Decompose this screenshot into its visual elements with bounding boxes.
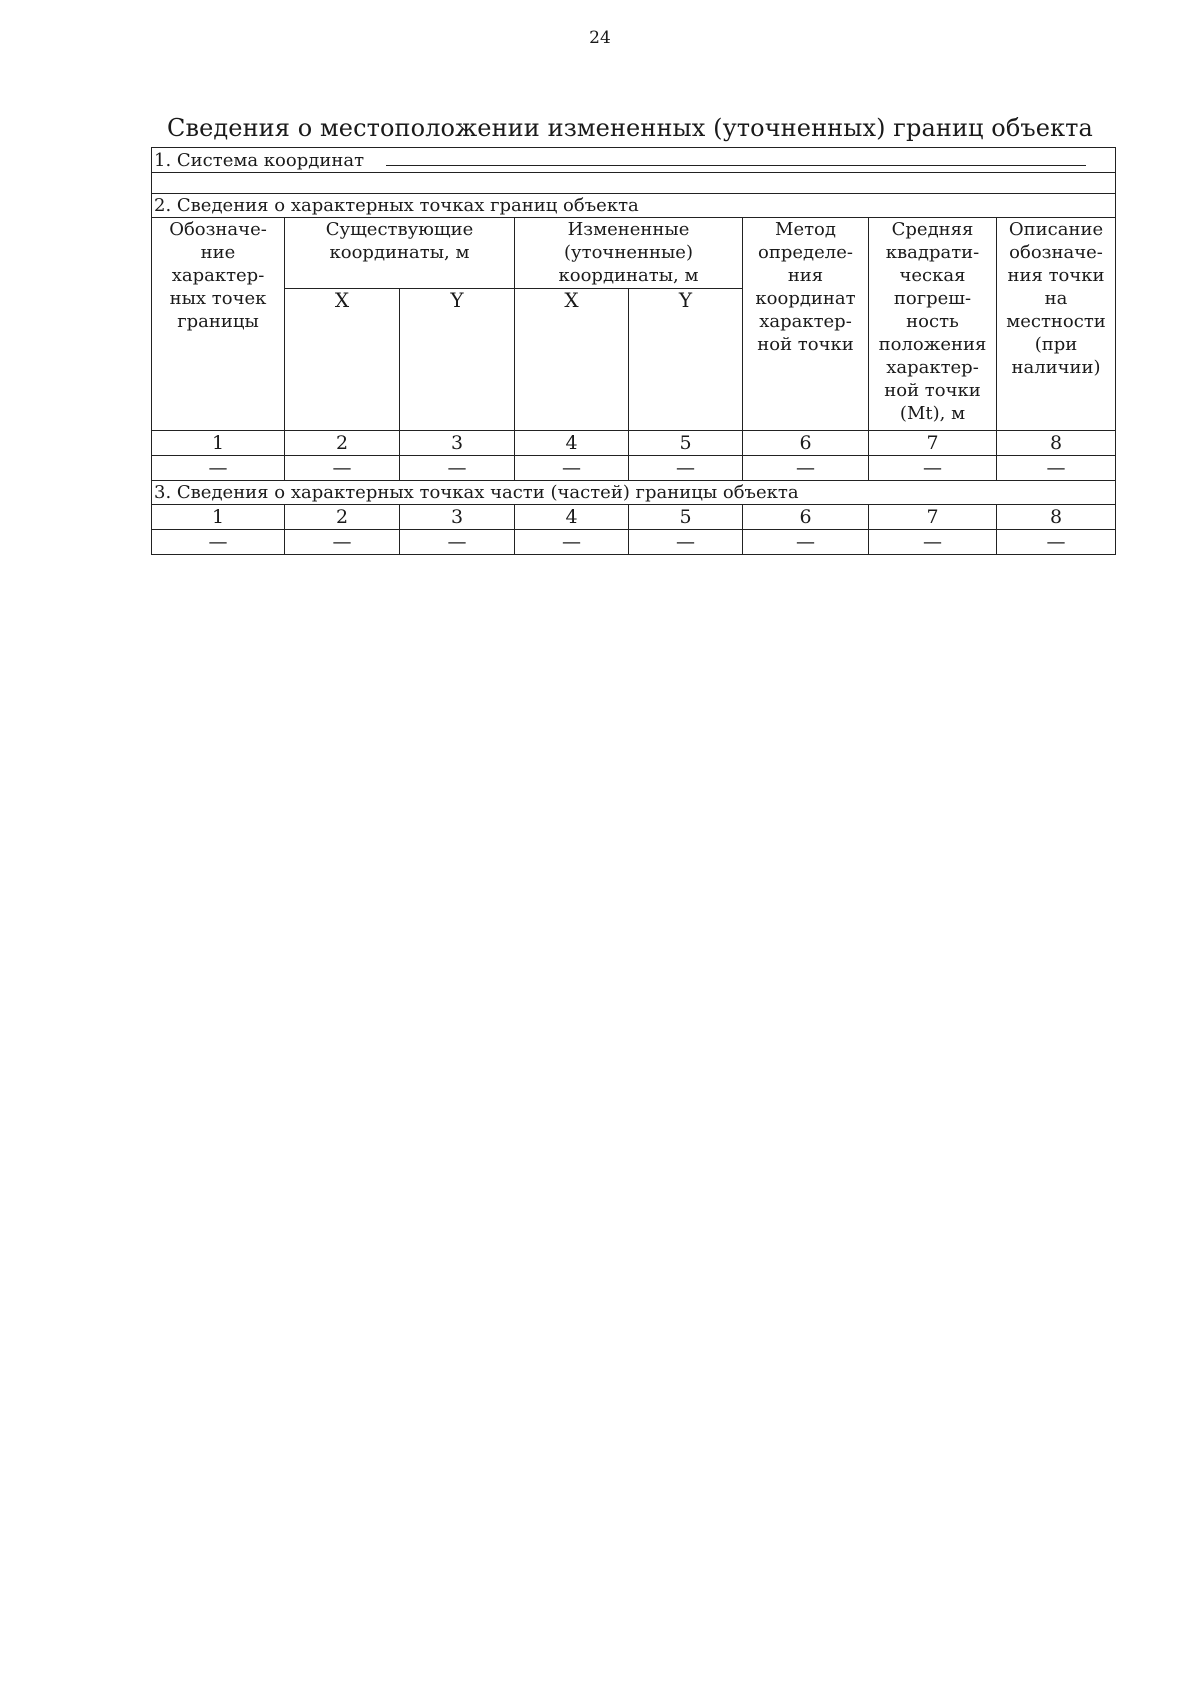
header-text-line: местности	[1006, 311, 1106, 332]
column-number: 7	[869, 431, 997, 456]
header-text-line: границы	[177, 311, 259, 332]
page-number: 24	[589, 28, 611, 48]
header-text-line: наличии)	[1011, 357, 1101, 378]
header-text-line: характер-	[886, 357, 979, 378]
table-cell: —	[515, 530, 629, 555]
header-text-line: ной точки	[757, 334, 854, 355]
table-cell: —	[869, 456, 997, 481]
column-number: 2	[285, 431, 400, 456]
table-cell: —	[869, 530, 997, 555]
header-point-designation	[152, 218, 285, 431]
header-text-line: характер-	[759, 311, 852, 332]
table-cell: —	[743, 530, 869, 555]
column-number-row	[152, 505, 1116, 530]
table-cell: —	[743, 456, 869, 481]
column-number: 8	[997, 505, 1116, 530]
header-text-line: погреш-	[893, 288, 972, 309]
header-changed-coordinates	[515, 218, 743, 289]
column-number-row	[152, 431, 1116, 456]
header-text-line: (Mt), м	[899, 403, 966, 424]
table-cell: —	[997, 456, 1116, 481]
header-text-line: ность	[906, 311, 959, 332]
header-text-line: определе-	[758, 242, 853, 263]
table-cell: —	[400, 456, 515, 481]
header-point-description	[997, 218, 1116, 431]
blank-cell	[152, 173, 1116, 194]
header-text-line: Метод	[775, 219, 836, 240]
header-text-line: обозначе-	[1009, 242, 1103, 263]
coordinate-system-cell	[152, 148, 1116, 173]
column-number: 6	[743, 431, 869, 456]
coordinate-system-row	[152, 148, 1116, 173]
header-existing-coordinates	[285, 218, 515, 289]
header-text-line: квадрати-	[885, 242, 980, 263]
header-text-line: характер-	[171, 265, 265, 286]
column-number: 3	[400, 505, 515, 530]
table-cell: —	[400, 530, 515, 555]
header-changed-x: X	[515, 289, 629, 431]
header-text-line: Существующие	[325, 219, 474, 240]
blank-row	[152, 173, 1116, 194]
table-cell: —	[152, 530, 285, 555]
column-number: 2	[285, 505, 400, 530]
column-number: 4	[515, 431, 629, 456]
column-number: 7	[869, 505, 997, 530]
header-text-line: координаты, м	[558, 265, 699, 286]
section2-label: 2. Сведения о характерных точках границ объекта	[152, 194, 1116, 218]
header-text-line: Описание	[1008, 219, 1104, 240]
table-cell: —	[285, 456, 400, 481]
column-number: 3	[400, 431, 515, 456]
column-number: 5	[629, 505, 743, 530]
table-cell: —	[629, 456, 743, 481]
header-text-line: ние	[200, 242, 236, 263]
section3-label: 3. Сведения о характерных точках части (частей) границы объекта	[152, 481, 1116, 505]
coordinate-system-blank-line	[386, 148, 1086, 166]
header-text-line: ческая	[899, 265, 966, 286]
table-cell: —	[285, 530, 400, 555]
header-text-line: ния	[787, 265, 824, 286]
header-text-line: ния точки	[1007, 265, 1105, 286]
header-existing-y: Y	[400, 289, 515, 431]
header-text-line: Измененные	[567, 219, 690, 240]
header-text-line: положения	[878, 334, 987, 355]
column-number: 1	[152, 505, 285, 530]
header-text-line: ных точек	[169, 288, 267, 309]
header-text-line: координаты, м	[329, 242, 470, 263]
header-text-line: Обозначе-	[169, 219, 267, 240]
column-header-row	[152, 218, 1116, 289]
table-cell: —	[997, 530, 1116, 555]
column-number: 5	[629, 431, 743, 456]
table-row	[152, 456, 1116, 481]
column-number: 1	[152, 431, 285, 456]
header-existing-x: X	[285, 289, 400, 431]
header-text-line: координат	[755, 288, 856, 309]
header-text-line: на	[1044, 288, 1068, 309]
column-number: 8	[997, 431, 1116, 456]
table-row	[152, 530, 1116, 555]
header-text-line: Средняя	[891, 219, 974, 240]
header-changed-y: Y	[629, 289, 743, 431]
table-cell: —	[629, 530, 743, 555]
coordinate-system-label: 1. Система координат	[154, 150, 365, 171]
header-text-line: (уточненные)	[564, 242, 693, 263]
section2-header-row	[152, 194, 1116, 218]
column-number: 6	[743, 505, 869, 530]
header-text-line: ной точки	[884, 380, 981, 401]
table-cell: —	[515, 456, 629, 481]
header-mean-square-error	[869, 218, 997, 431]
document-title: Сведения о местоположении измененных (уточненных) границ объекта	[167, 114, 1093, 142]
table-cell: —	[152, 456, 285, 481]
header-method	[743, 218, 869, 431]
boundary-table	[151, 147, 1116, 555]
section3-header-row	[152, 481, 1116, 505]
column-number: 4	[515, 505, 629, 530]
header-text-line: (при	[1034, 334, 1078, 355]
